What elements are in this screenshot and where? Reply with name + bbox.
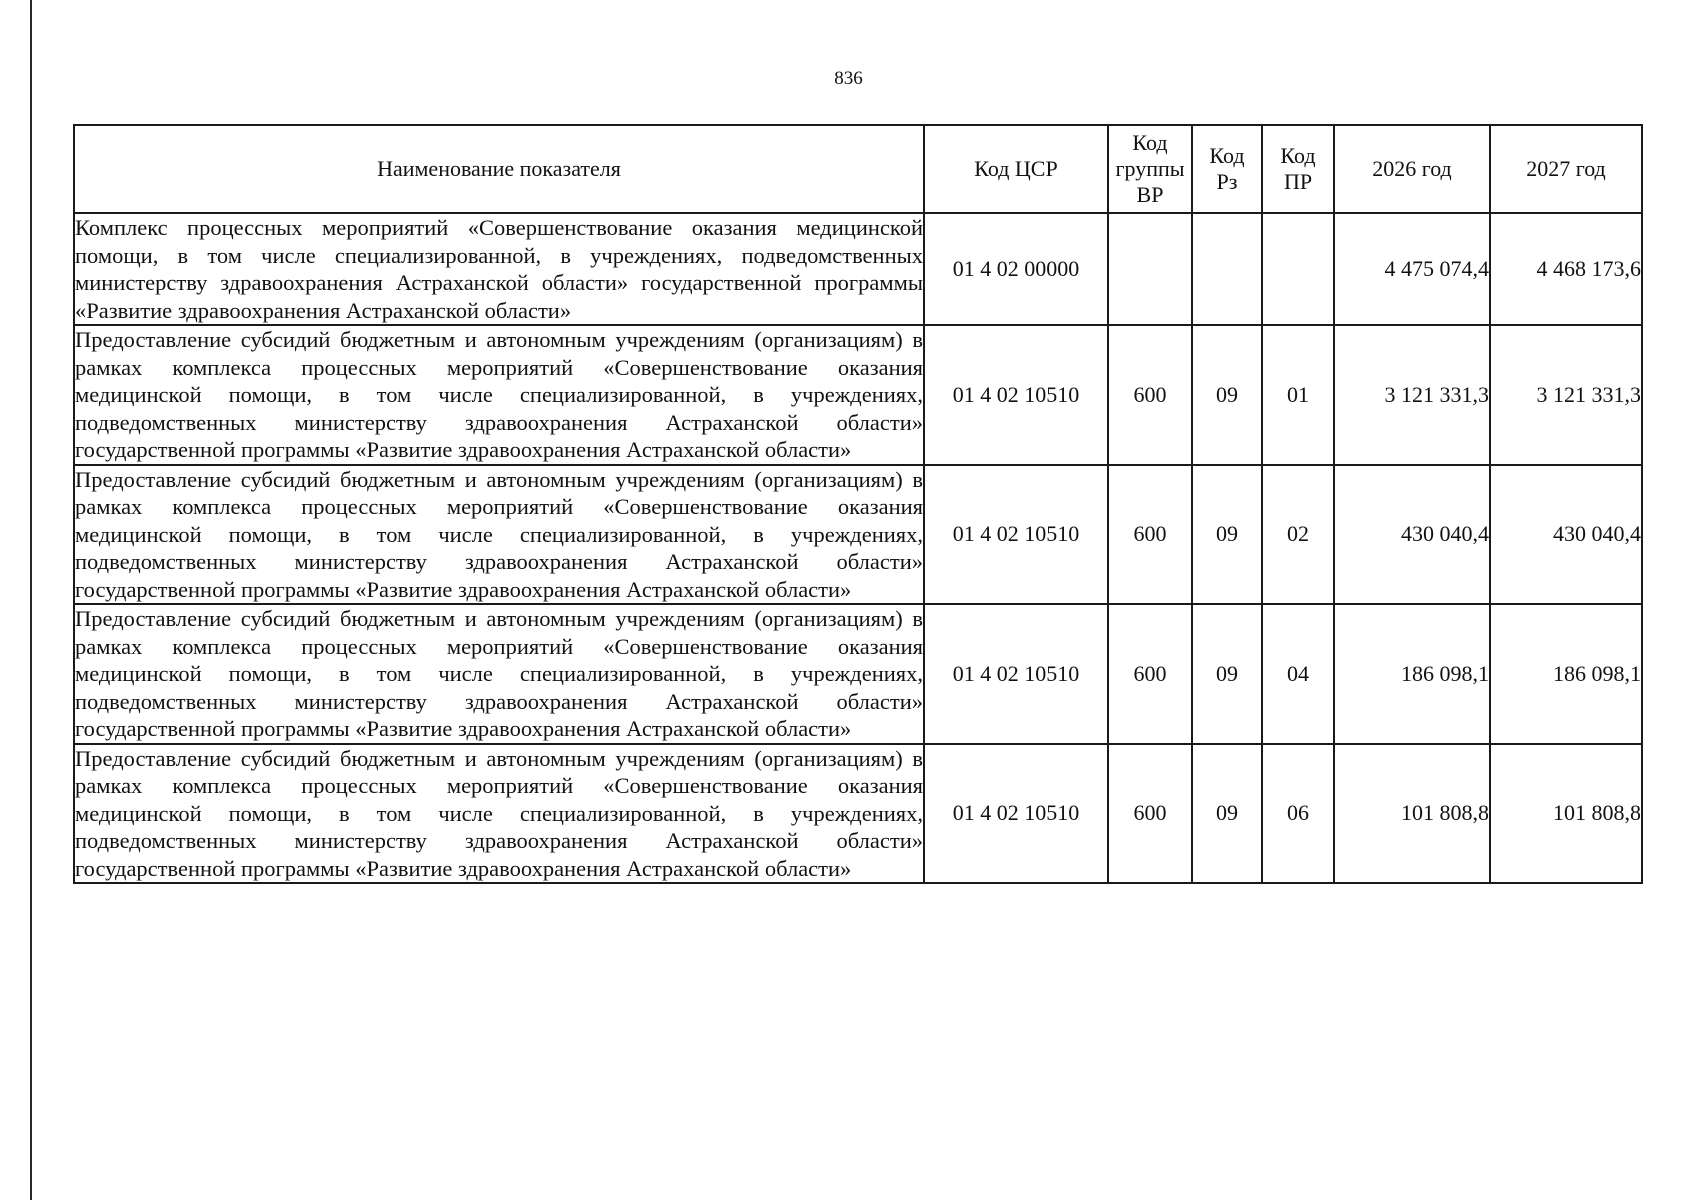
row-year-2026: 4 475 074,4 bbox=[1334, 213, 1490, 325]
row-rz: 09 bbox=[1192, 325, 1262, 465]
table-row bbox=[74, 744, 1642, 884]
header-year-2027: 2027 год bbox=[1490, 125, 1642, 213]
table-header-row bbox=[74, 125, 1642, 213]
header-rz bbox=[1192, 125, 1262, 213]
header-vr bbox=[1108, 125, 1192, 213]
header-name: Наименование показателя bbox=[74, 125, 924, 213]
row-year-2026: 186 098,1 bbox=[1334, 604, 1490, 744]
binding-margin-line bbox=[30, 0, 32, 1200]
page-number: 836 bbox=[834, 68, 863, 89]
row-name: Предоставление субсидий бюджетным и автономным учреждениям (организациям) в рамках комплекса процессных мероприятий «Совершенствование оказания медицинской помощи, в том числе специализированной, в учреждениях, подведомственных министерству здравоохранения Астраханской области» государственной программы «Развитие здравоохранения Астраханской области» bbox=[74, 744, 924, 884]
row-vr: 600 bbox=[1108, 325, 1192, 465]
row-vr: 600 bbox=[1108, 604, 1192, 744]
row-year-2027: 186 098,1 bbox=[1490, 604, 1642, 744]
row-pr: 06 bbox=[1262, 744, 1334, 884]
row-csr: 01 4 02 10510 bbox=[924, 604, 1108, 744]
header-vr-line: группы bbox=[1115, 156, 1185, 181]
row-year-2026: 430 040,4 bbox=[1334, 465, 1490, 605]
header-vr-line: ВР bbox=[1136, 182, 1164, 207]
row-pr: 01 bbox=[1262, 325, 1334, 465]
row-year-2027: 430 040,4 bbox=[1490, 465, 1642, 605]
row-year-2027: 4 468 173,6 bbox=[1490, 213, 1642, 325]
row-rz: 09 bbox=[1192, 744, 1262, 884]
row-name: Комплекс процессных мероприятий «Совершенствование оказания медицинской помощи, в том числе специализированной, в учреждениях, подведомственных министерству здравоохранения Астраханской области» государственной программы «Развитие здравоохранения Астраханской области» bbox=[74, 213, 924, 325]
header-pr bbox=[1262, 125, 1334, 213]
row-vr: 600 bbox=[1108, 465, 1192, 605]
row-csr: 01 4 02 10510 bbox=[924, 744, 1108, 884]
row-rz bbox=[1192, 213, 1262, 325]
header-rz-line: Рз bbox=[1216, 169, 1238, 194]
table-row bbox=[74, 604, 1642, 744]
row-pr bbox=[1262, 213, 1334, 325]
row-csr: 01 4 02 10510 bbox=[924, 325, 1108, 465]
table-row bbox=[74, 213, 1642, 325]
row-csr: 01 4 02 10510 bbox=[924, 465, 1108, 605]
row-rz: 09 bbox=[1192, 465, 1262, 605]
row-year-2027: 101 808,8 bbox=[1490, 744, 1642, 884]
row-year-2027: 3 121 331,3 bbox=[1490, 325, 1642, 465]
row-name: Предоставление субсидий бюджетным и автономным учреждениям (организациям) в рамках комплекса процессных мероприятий «Совершенствование оказания медицинской помощи, в том числе специализированной, в учреждениях, подведомственных министерству здравоохранения Астраханской области» государственной программы «Развитие здравоохранения Астраханской области» bbox=[74, 465, 924, 605]
budget-table bbox=[73, 124, 1643, 884]
header-rz-line: Код bbox=[1209, 143, 1245, 168]
header-csr: Код ЦСР bbox=[924, 125, 1108, 213]
row-pr: 02 bbox=[1262, 465, 1334, 605]
table-row bbox=[74, 325, 1642, 465]
row-year-2026: 3 121 331,3 bbox=[1334, 325, 1490, 465]
row-vr bbox=[1108, 213, 1192, 325]
row-name: Предоставление субсидий бюджетным и автономным учреждениям (организациям) в рамках комплекса процессных мероприятий «Совершенствование оказания медицинской помощи, в том числе специализированной, в учреждениях, подведомственных министерству здравоохранения Астраханской области» государственной программы «Развитие здравоохранения Астраханской области» bbox=[74, 325, 924, 465]
row-rz: 09 bbox=[1192, 604, 1262, 744]
header-vr-line: Код bbox=[1132, 130, 1168, 155]
header-year-2026: 2026 год bbox=[1334, 125, 1490, 213]
header-pr-line: ПР bbox=[1283, 169, 1313, 194]
row-csr: 01 4 02 00000 bbox=[924, 213, 1108, 325]
row-year-2026: 101 808,8 bbox=[1334, 744, 1490, 884]
table-row bbox=[74, 465, 1642, 605]
row-vr: 600 bbox=[1108, 744, 1192, 884]
row-pr: 04 bbox=[1262, 604, 1334, 744]
row-name: Предоставление субсидий бюджетным и автономным учреждениям (организациям) в рамках комплекса процессных мероприятий «Совершенствование оказания медицинской помощи, в том числе специализированной, в учреждениях, подведомственных министерству здравоохранения Астраханской области» государственной программы «Развитие здравоохранения Астраханской области» bbox=[74, 604, 924, 744]
header-pr-line: Код bbox=[1280, 143, 1316, 168]
